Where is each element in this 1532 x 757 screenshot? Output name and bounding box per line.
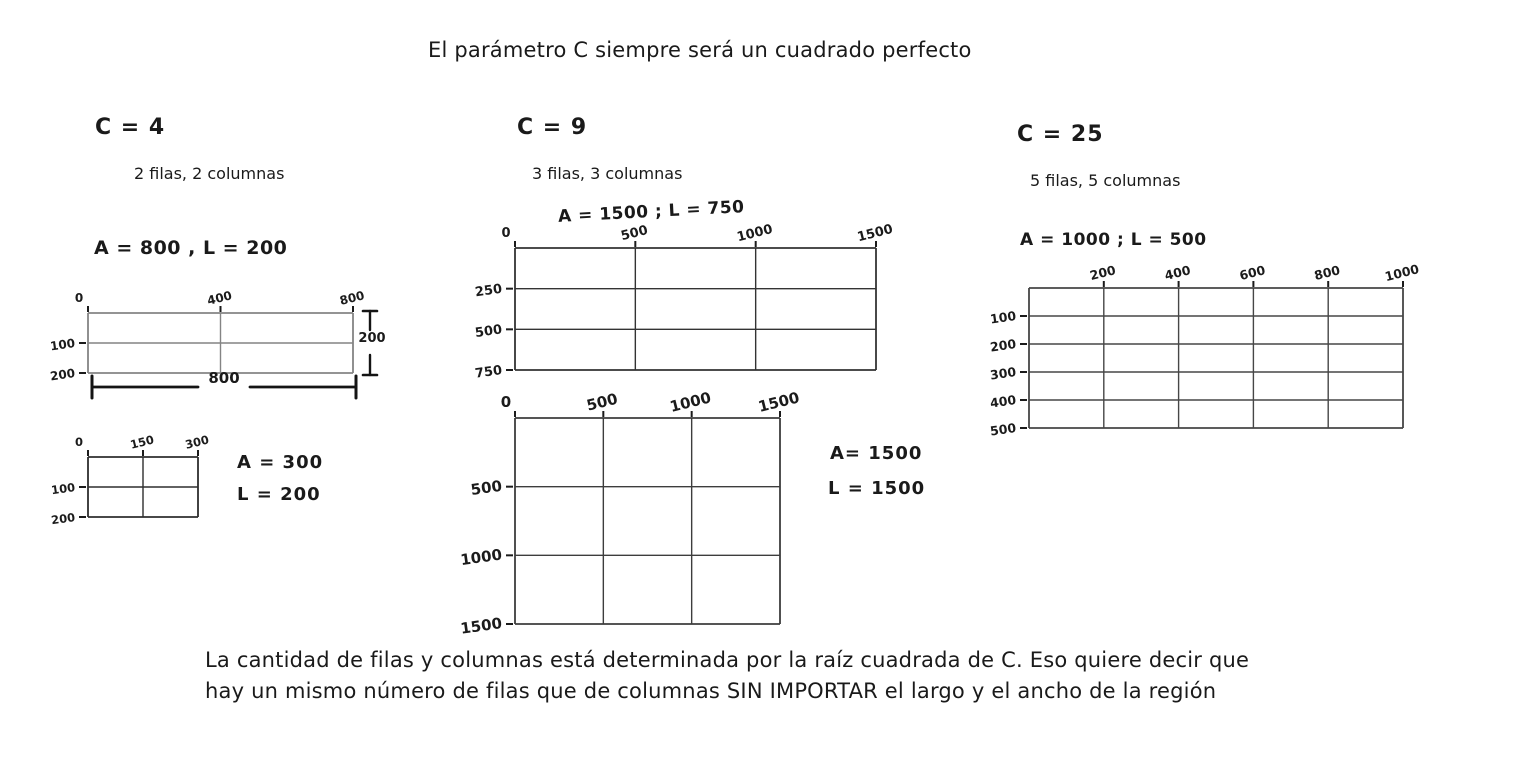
svg-text:300: 300 bbox=[183, 432, 211, 452]
label-c9-square-area: A= 1500 bbox=[830, 443, 923, 464]
section-c9-subheading: 3 filas, 3 columnas bbox=[532, 164, 683, 183]
svg-text:400: 400 bbox=[989, 392, 1017, 411]
footer-note-line-1: La cantidad de filas y columnas está determinada por la raíz cuadrada de C. Eso quiere decir que bbox=[205, 648, 1250, 672]
grid-c25 bbox=[989, 261, 1421, 439]
svg-text:500: 500 bbox=[469, 476, 504, 499]
label-c9-square-length: L = 1500 bbox=[828, 478, 926, 499]
section-c9-params: A = 1500 ; L = 750 bbox=[557, 197, 745, 227]
section-c9-heading: C = 9 bbox=[517, 115, 588, 140]
svg-text:800: 800 bbox=[338, 288, 366, 308]
svg-text:400: 400 bbox=[205, 288, 234, 308]
svg-text:100: 100 bbox=[49, 336, 76, 354]
svg-text:0: 0 bbox=[501, 226, 511, 241]
grid-c4-large bbox=[49, 288, 366, 384]
section-c4-subheading: 2 filas, 2 columnas bbox=[134, 164, 285, 183]
section-c4-heading: C = 4 bbox=[95, 115, 166, 140]
footer-note bbox=[205, 645, 1249, 707]
svg-text:600: 600 bbox=[1237, 262, 1267, 284]
svg-text:100: 100 bbox=[989, 308, 1017, 327]
grid-c9-square bbox=[459, 388, 802, 638]
svg-text:0: 0 bbox=[500, 393, 512, 411]
svg-text:1000: 1000 bbox=[459, 545, 504, 570]
svg-text:400: 400 bbox=[1163, 262, 1192, 284]
svg-text:100: 100 bbox=[50, 480, 76, 498]
svg-text:250: 250 bbox=[474, 281, 504, 301]
svg-text:1000: 1000 bbox=[1383, 261, 1421, 285]
height-dimension-label: 200 bbox=[358, 331, 386, 346]
grid-c9-wide bbox=[474, 221, 895, 382]
svg-text:1500: 1500 bbox=[855, 221, 895, 246]
label-c4-small-length: L = 200 bbox=[237, 484, 321, 505]
svg-text:500: 500 bbox=[989, 420, 1017, 439]
svg-text:200: 200 bbox=[1088, 262, 1118, 284]
svg-text:800: 800 bbox=[1312, 262, 1342, 284]
svg-text:1500: 1500 bbox=[756, 388, 802, 416]
svg-text:300: 300 bbox=[989, 364, 1017, 383]
section-c25-params: A = 1000 ; L = 500 bbox=[1020, 230, 1207, 250]
grid-c4-small bbox=[50, 432, 211, 528]
label-c4-small-area: A = 300 bbox=[237, 452, 324, 473]
svg-text:0: 0 bbox=[74, 291, 84, 305]
svg-text:200: 200 bbox=[49, 366, 76, 384]
width-dimension-label: 800 bbox=[208, 369, 240, 387]
svg-text:750: 750 bbox=[474, 363, 504, 382]
footer-note-line-2: hay un mismo número de filas que de columnas SIN IMPORTAR el largo y el ancho de la región bbox=[205, 679, 1217, 703]
svg-text:500: 500 bbox=[619, 223, 650, 245]
section-c4-params: A = 800 , L = 200 bbox=[94, 237, 288, 259]
section-c25-subheading: 5 filas, 5 columnas bbox=[1030, 171, 1181, 190]
svg-text:150: 150 bbox=[128, 432, 156, 452]
section-c25-heading: C = 25 bbox=[1017, 122, 1104, 147]
svg-text:1000: 1000 bbox=[735, 221, 775, 246]
svg-text:1000: 1000 bbox=[668, 388, 713, 416]
svg-text:500: 500 bbox=[584, 389, 620, 415]
svg-text:200: 200 bbox=[50, 510, 76, 528]
page-title: El parámetro C siempre será un cuadrado perfecto bbox=[428, 38, 972, 62]
svg-text:500: 500 bbox=[474, 322, 504, 342]
svg-text:200: 200 bbox=[989, 336, 1017, 355]
svg-text:1500: 1500 bbox=[459, 614, 504, 638]
svg-text:0: 0 bbox=[74, 435, 84, 449]
